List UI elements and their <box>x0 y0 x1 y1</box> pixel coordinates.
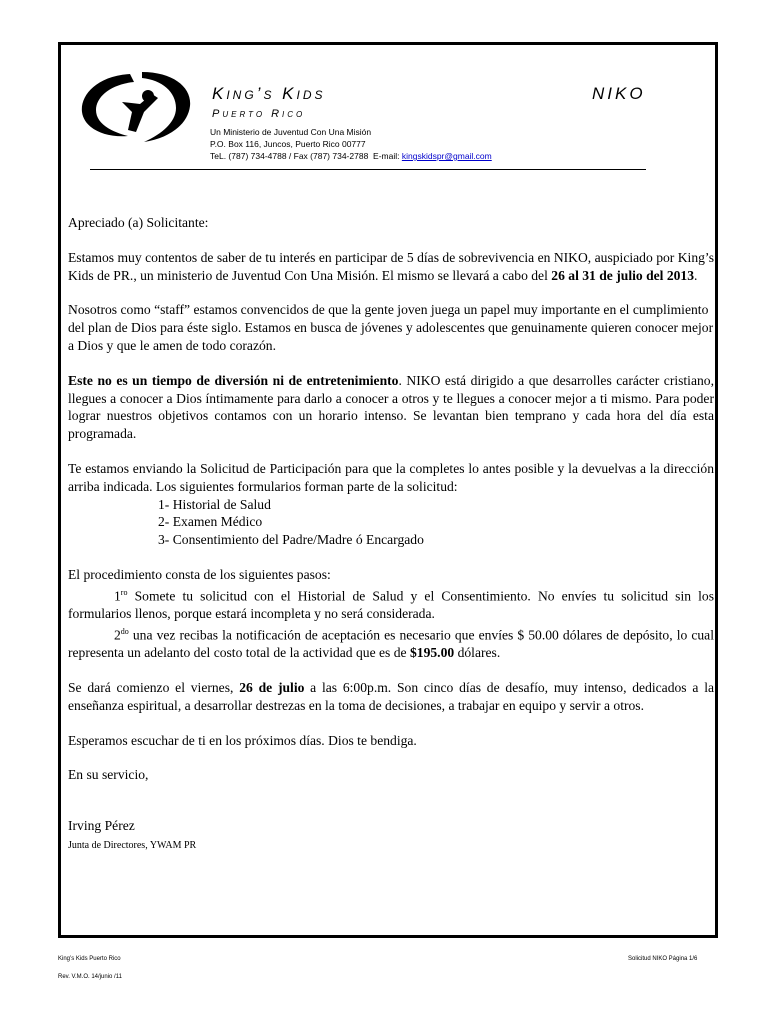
step1-num: 1 <box>114 588 121 604</box>
step2-text: una vez recibas la notificación de aceptación es necesario que envíes $ 50.00 dólares de depósito, lo cual representa un adelanto del costo total de la actividad que es de <box>68 627 714 661</box>
closing: En su servicio, <box>68 767 149 783</box>
letter-body <box>68 214 714 855</box>
footer-revision: Rev. V.M.O. 14/junio /11 <box>58 974 122 980</box>
brand-subtitle: Puerto Rico <box>212 108 306 120</box>
step1-sup: ro <box>120 587 128 597</box>
start-date: 26 de julio <box>239 680 305 695</box>
forms-list <box>68 496 714 549</box>
start-text: Se dará comienzo el viernes, <box>68 680 240 695</box>
form-item: 3- Consentimiento del Padre/Madre ó Encargado <box>158 532 424 548</box>
step2-price: $195.00 <box>409 645 455 661</box>
paragraph-blessing: Esperamos escuchar de ti en los próximos días. Dios te bendiga. <box>68 732 417 748</box>
paragraph-start <box>68 679 714 715</box>
address-line-1: Un Ministerio de Juventud Con Una Misión <box>210 127 372 137</box>
brand-niko: NIKO <box>592 84 646 103</box>
paragraph-staff: Nosotros como “staff” estamos convencidos de que la gente joven juega un papel muy importante en el cumplimiento del plan de Dios para éste siglo. Estamos en busca de jóvenes y adolescentes que genuinamente quieren conocer mejor a Dios y que le amen de todo corazón. <box>68 302 714 353</box>
intro-text: Estamos muy contentos de saber de tu interés en participar de 5 días de sobrevivencia en NIKO, auspiciado por King’s Kids de PR., un ministerio de Juventud Con Una Misión. El mismo se llevará a cabo del <box>68 249 714 283</box>
paragraph-intro <box>68 249 714 285</box>
address-line-3 <box>210 150 492 162</box>
purpose-bold: Este no es un tiempo de diversión ni de entretenimiento <box>68 372 399 388</box>
step2-end: dólares. <box>454 645 501 661</box>
brand-title: King’s Kids <box>212 84 326 103</box>
kings-kids-logo-icon <box>78 68 194 148</box>
intro-dates: 26 al 31 de julio del 2013 <box>551 267 695 283</box>
footer-left: King’s Kids Puerto Rico <box>58 956 121 962</box>
form-item: 1- Historial de Salud <box>158 496 271 512</box>
step1-text: Somete tu solicitud con el Historial de Salud y el Consentimiento. No envíes tu solicitud sin los formularios llenos, porque estará incompleta y no será considerada. <box>68 588 714 622</box>
address-block <box>210 126 492 162</box>
form-item: 2- Examen Médico <box>158 514 263 530</box>
procedure-step-2 <box>68 623 714 662</box>
footer-right: Solicitud NIKO Página 1/6 <box>628 956 698 962</box>
email-label: E-mail: <box>373 151 400 161</box>
greeting: Apreciado (a) Solicitante: <box>68 215 209 230</box>
paragraph-purpose <box>68 372 714 443</box>
procedure-step-1 <box>68 584 714 623</box>
phone-fax: TeL. (787) 734-4788 / Fax (787) 734-2788 <box>210 151 369 161</box>
step2-sup: do <box>120 626 129 636</box>
signer-role: Junta de Directores, YWAM PR <box>68 839 197 851</box>
header-divider <box>90 169 646 170</box>
signer-name: Irving Pérez <box>68 818 135 834</box>
purpose-text: . NIKO está dirigido a que desarrolles carácter cristiano, llegues a conocer a Dios íntimamente para darlo a conocer a otros y te llegues a conocer mejor a ti mismo. Para poder lograr nuestros objetivos contamos con un horario intenso. Se levantan bien temprano y cada hora del día esta programada. <box>68 372 714 442</box>
procedure-intro: El procedimiento consta de los siguientes pasos: <box>68 566 331 582</box>
paragraph-forms: Te estamos enviando la Solicitud de Participación para que la completes lo antes posible y la devuelvas a la dirección arriba indicada. Los siguientes formularios forman parte de la solicitud: <box>68 460 714 494</box>
start-details: a las 6:00p.m. Son cinco días de desafío, muy intenso, dedicados a la enseñanza espiritual, a desarrollar destrezas en la toma de decisiones, a trabajar en equipo y servir a otros. <box>68 680 715 713</box>
address-line-2: P.O. Box 116, Juncos, Puerto Rico 00777 <box>210 139 366 149</box>
step2-num: 2 <box>114 627 121 643</box>
intro-end: . <box>694 267 698 283</box>
email-link[interactable]: kingskidspr@gmail.com <box>401 151 492 161</box>
